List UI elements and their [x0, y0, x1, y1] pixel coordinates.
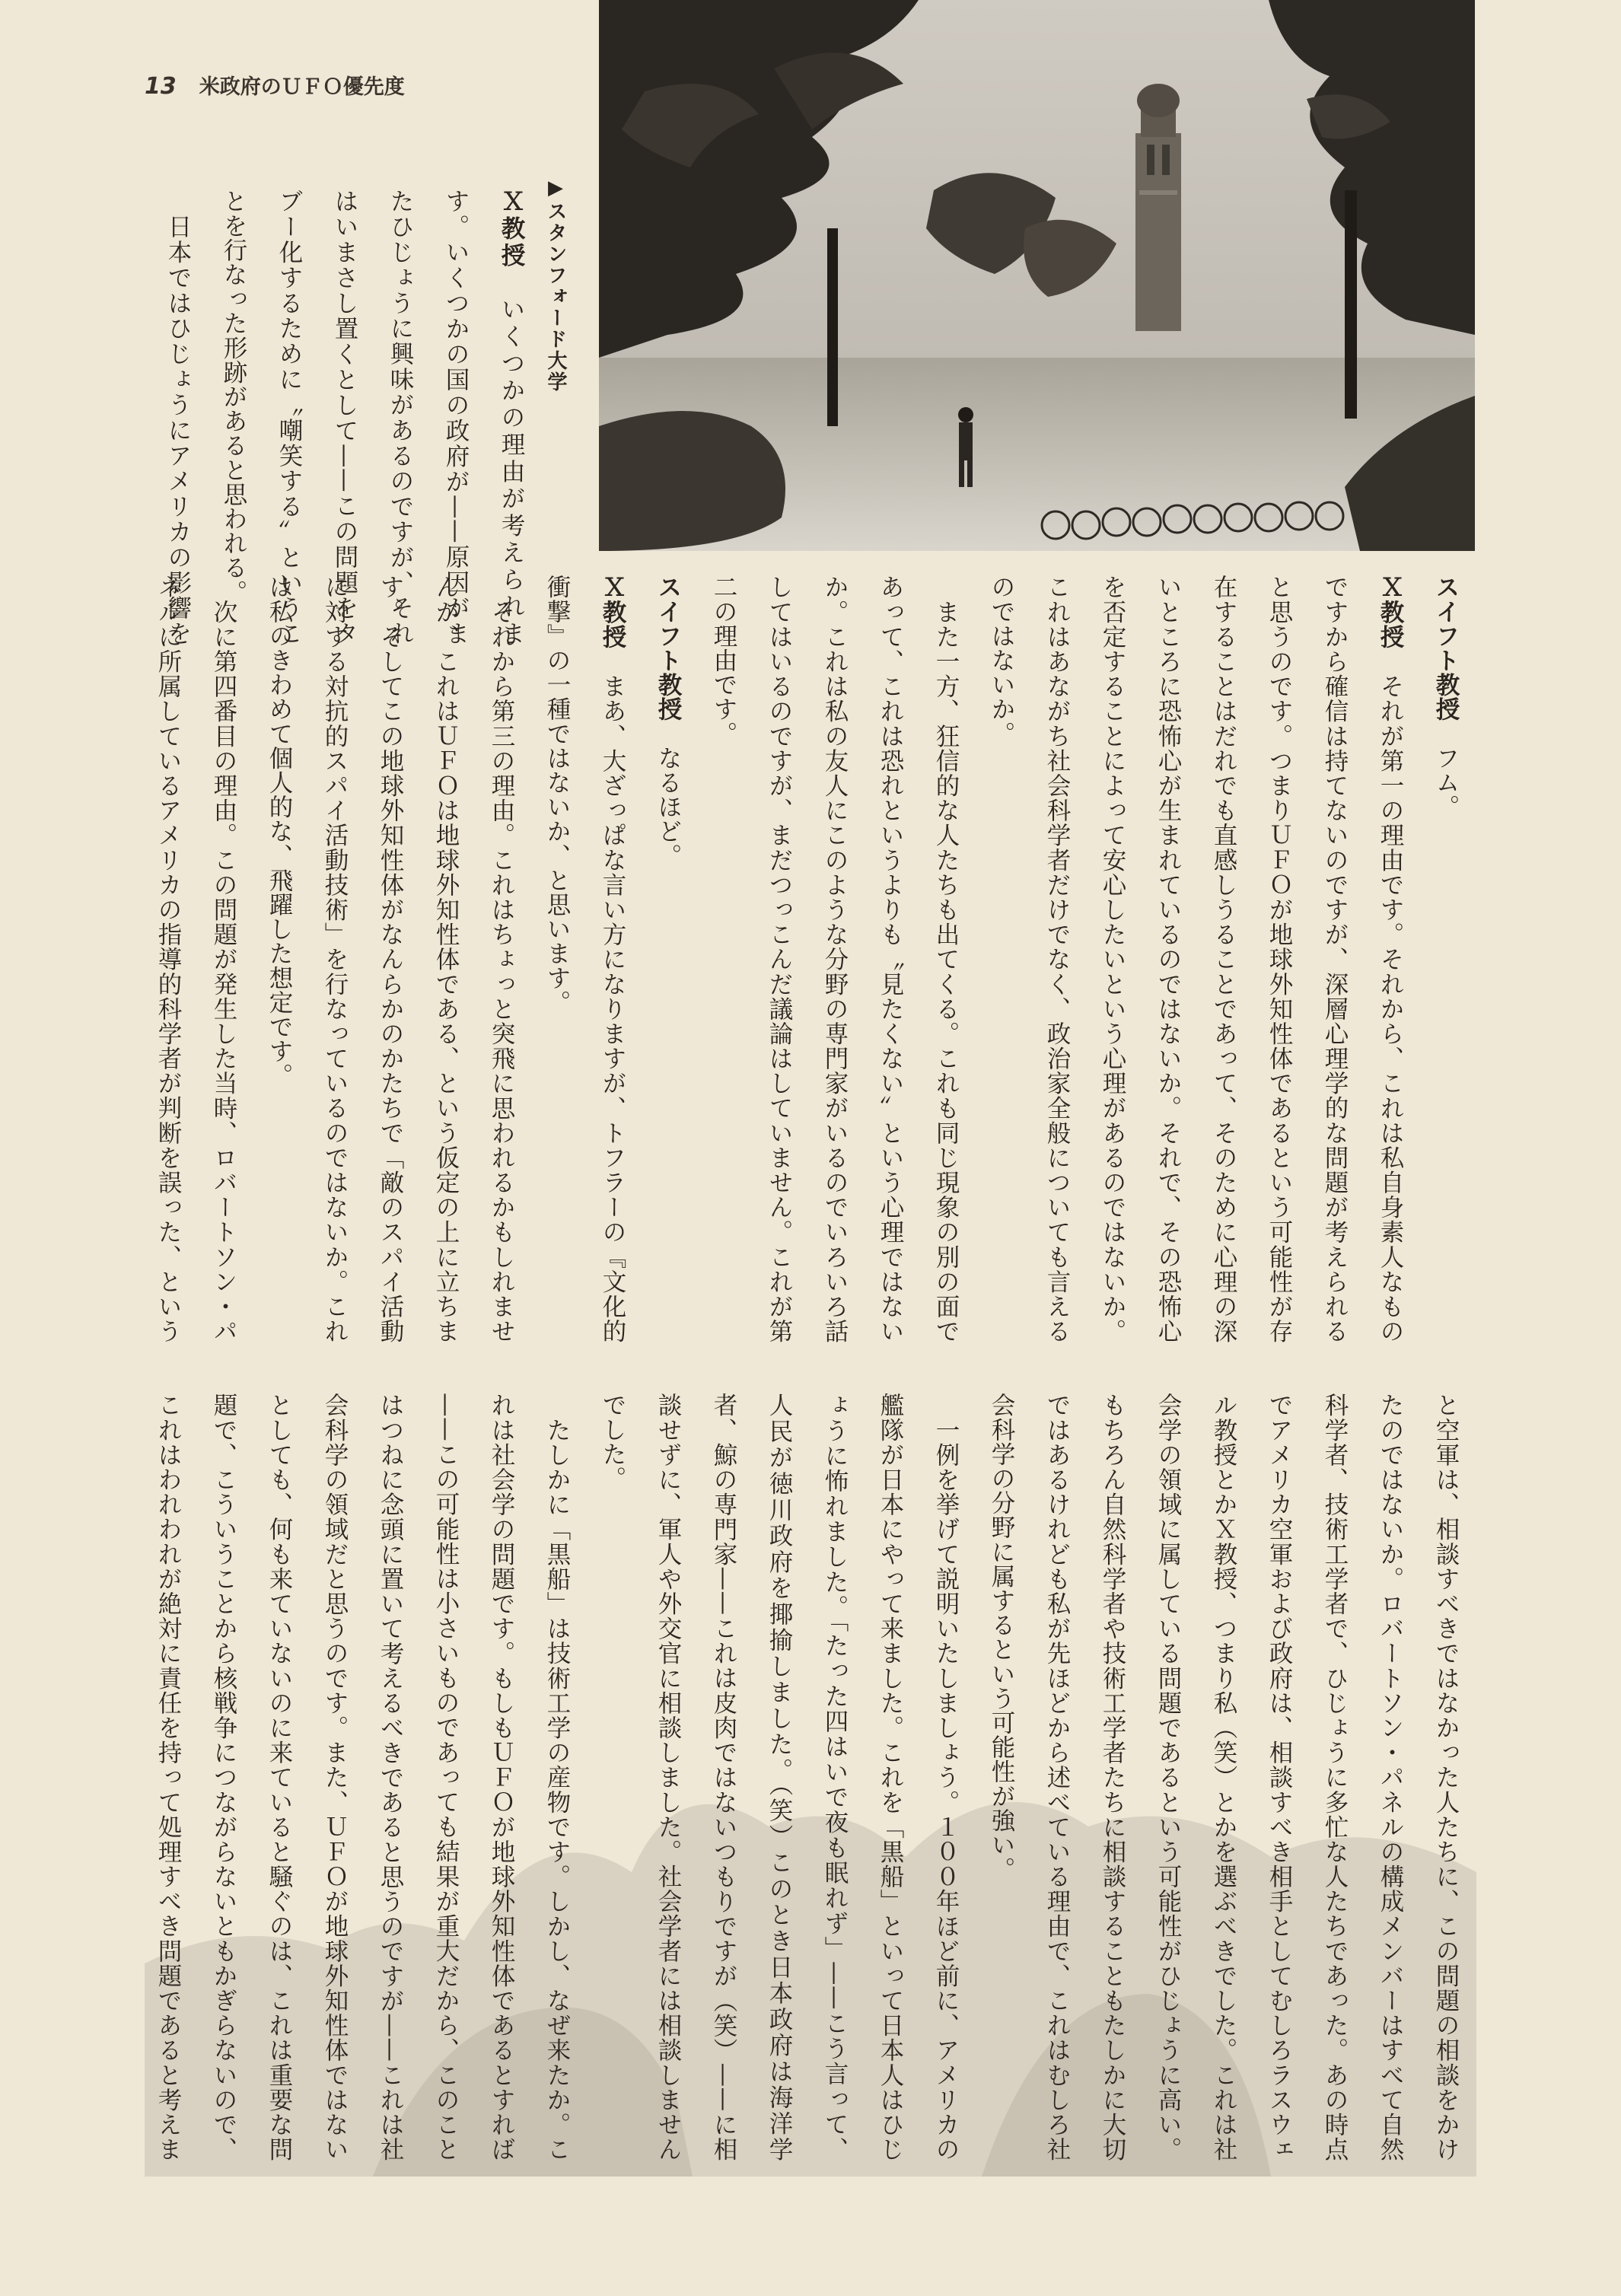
paragraph-text: たしかに「黒船」は技術工学の産物です。しかし、なぜ来たか。これは社会学の問題です。もしもＵＦＯが地球外知性体であるとすれば——この可能性は小さいものであっても結果が重大だから、このことはつねに念頭に置いて考えるべきであると思うのですが——これは社会科学の領域だと思うのです。また、ＵＦＯが地球外知性体ではないとしても、何も来ていないのに来ていると騒ぐのは、これは重要な問題で、こういうことから核戦争につながらないともかぎらないので、これはわれわれが絶対に責任を持って処理すべき問題であると考えま	[154, 1393, 571, 2161]
paragraph-text: それが第一の理由です。それから、これは私自身素人なものですから確信は持てないのですが、深層心理学的な問題が考えられると思うのです。つまりＵＦＯが地球外知性体であるという可能性が存在することはだれでも直感しうることであって、そのために心理の深いところに恐怖心が生まれているのではないか。それで、その恐怖心を否定することによって安心したいという心理があるのではないか。これはあながち社会科学者だけでなく、政治家全般についても言えるのではないか。	[988, 575, 1404, 1343]
stanford-photo	[599, 0, 1475, 551]
speaker-label: スイフト教授	[1432, 575, 1460, 721]
paragraph-text: 一例を挙げて説明いたしましょう。１００年ほど前に、アメリカの艦隊が日本にやって来ました。これを「黒船」といって日本人はひじょうに怖れました。「たった四はいで夜も眠れず」——こう言って、人民が徳川政府を揶揄しました。（笑）このとき日本政府は海洋学者、鯨の専門家——これは皮肉ではないつもりですが（笑）——に相談せずに、軍人や外交官に相談しました。社会学者には相談しませんでした。	[599, 1393, 960, 2161]
speaker-label: Ｘ教授	[599, 575, 626, 649]
paragraph-text: 次に第四番目の理由。この問題が発生した当時、ロバートソン・パネルに所属しているアメリカの指導的科学者が判断を誤った、という	[154, 575, 237, 1343]
text-band-lower	[143, 1393, 1473, 2161]
speaker-label: Ｘ教授	[1377, 575, 1404, 649]
paragraph	[584, 1393, 973, 2161]
paragraph-text: それから第三の理由。これはちょっと突飛に思われるかもしれませんが、これはＵＦＯは地球外知性体である、という仮定の上に立ちます。そしてこの地球外知性体がなんらかのかたちで「敵のスパイ活動に対する対抗的スパイ活動技術」を行なっているのではないか。これは私のきわめて個人的な、飛躍した想定です。	[266, 575, 515, 1343]
photo-caption: ▶スタンフォード大学	[544, 177, 567, 393]
paragraph	[143, 1393, 584, 2161]
text-band-upper	[143, 575, 1473, 1343]
paragraph	[143, 575, 251, 1343]
running-title: 米政府のＵＦＯ優先度	[199, 75, 405, 99]
paragraph	[973, 575, 1418, 1343]
campus-photo-illustration	[599, 0, 1475, 551]
paragraph-text: また一方、狂信的な人たちも出てくる。これも同じ現象の別の面であって、これは恐れというよりも〝見たくない〟という心理ではないか。これは私の友人にこのような分野の専門家がいるのでいろいろ話してはいるのですが、まだつっこんだ議論はしていません。これが第二の理由です。	[710, 575, 960, 1343]
paragraph-text: フム。	[1432, 745, 1460, 820]
paragraph-text: なるほど。	[654, 745, 682, 868]
paragraph	[640, 575, 696, 1343]
page-number: 13	[145, 73, 177, 100]
paragraph	[973, 1393, 1473, 2161]
paragraph-text: 日本ではひじょうにアメリカの影響を	[164, 214, 192, 645]
speaker-label: スイフト教授	[654, 575, 682, 721]
paragraph	[696, 575, 973, 1343]
paragraph	[529, 575, 640, 1343]
paragraph	[251, 575, 529, 1343]
paragraph-text: と空軍は、相談すべきではなかった人たちに、この問題の相談をかけたのではないか。ロバートソン・パネルの構成メンバーはすべて自然科学者、技術工学者で、ひじょうに多忙な人たちであった。あの時点でアメリカ空軍および政府は、相談すべき相手としてむしろラスウェル教授とかＸ教授、つまり私（笑）とかを選ぶべきでした。これは社会学の領域に属している問題であるという可能性がひじょうに高い。もちろん自然科学者や技術工学者たちに相談することもたしかに大切ではあるけれども私が先ほどから述べている理由で、これはむしろ社会科学の分野に属するという可能性が強い。	[988, 1393, 1460, 2161]
paragraph	[1418, 575, 1473, 1343]
paragraph-text: まあ、大ざっぱな言い方になりますが、トフラーの『文化的衝撃』の一種ではないか、と思います。	[543, 575, 626, 1343]
paragraph-text: いくつかの理由が考えられます。いくつかの国の政府が——原因がまたひじょうに興味があるのですが、それはいまさし置くとして——この問題をタブー化するために〝嘲笑する〟ということを行なった形跡があると思われる。	[220, 189, 525, 645]
speaker-label: Ｘ教授	[498, 189, 525, 270]
running-header	[145, 70, 405, 100]
